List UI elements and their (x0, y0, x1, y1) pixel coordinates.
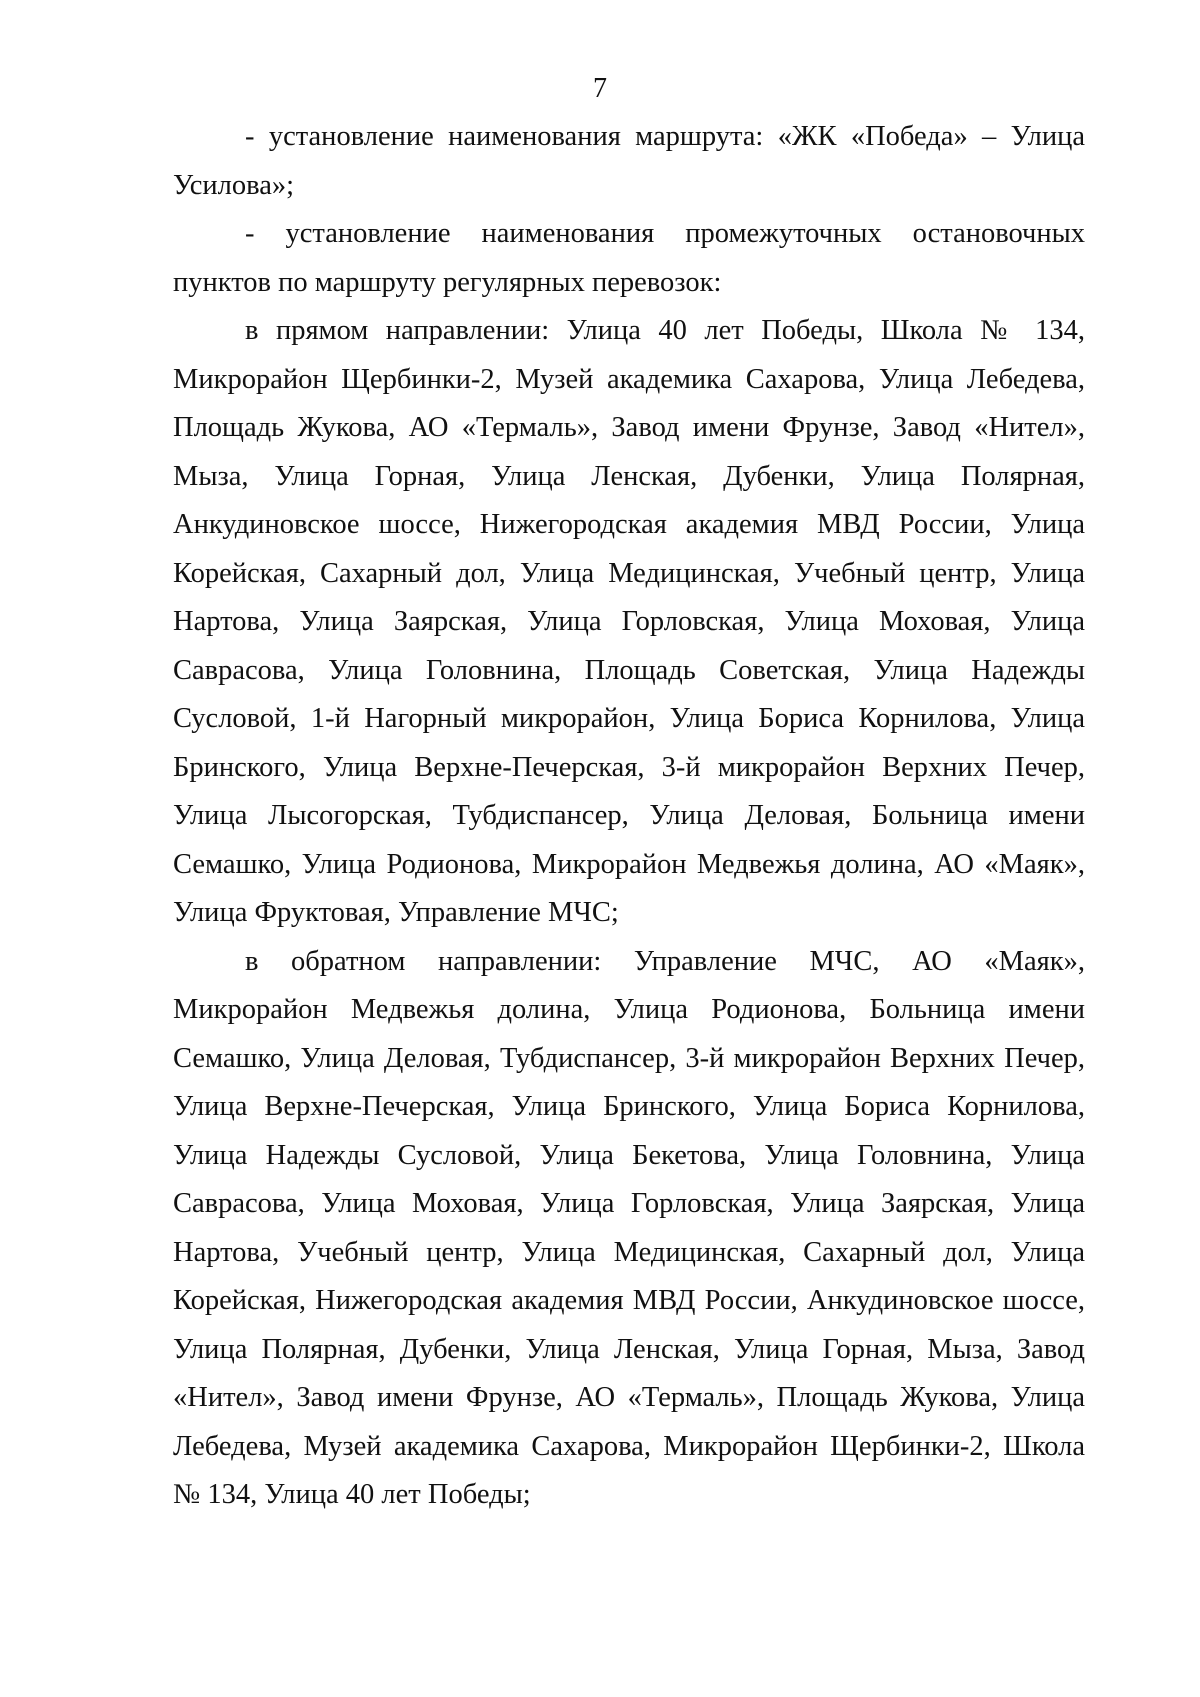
paragraph-stops-heading: - установление наименования промежуточных остановочных пунктов по маршруту регулярных перевозок: (173, 218, 1085, 298)
paragraph-forward-direction: в прямом направлении: Улица 40 лет Победы, Школа № 134, Микрорайон Щербинки-2, Музей академика Сахарова, Улица Лебедева, Площадь Жукова, АО «Термаль», Завод имени Фрунзе, Завод «Нител», Мыза, Улица Горная, Улица Ленская, Дубенки, Улица Полярная, Анкудиновское шоссе, Нижегородская академия МВД России, Улица Корейская, Сахарный дол, Улица Медицинская, Учебный центр, Улица Нартова, Улица Заярская, Улица Горловская, Улица Моховая, Улица Саврасова, Улица Головнина, Площадь Советская, Улица Надежды Сусловой, 1-й Нагорный микрорайон, Улица Бориса Корнилова, Улица Бринского, Улица Верхне-Печерская, 3-й микрорайон Верхних Печер, Улица Лысогорская, Тубдиспансер, Улица Деловая, Больница имени Семашко, Улица Родионова, Микрорайон Медвежья долина, АО «Маяк», Улица Фруктовая, Управление МЧС; (173, 315, 1085, 928)
body-text (173, 113, 1085, 1520)
page-number: 7 (593, 73, 607, 104)
paragraph-route-name: - установление наименования маршрута: «ЖК «Победа» – Улица Усилова»; (173, 121, 1085, 201)
paragraph-reverse-direction: в обратном направлении: Управление МЧС, АО «Маяк», Микрорайон Медвежья долина, Улица Родионова, Больница имени Семашко, Улица Деловая, Тубдиспансер, 3-й микрорайон Верхних Печер, Улица Верхне-Печерская, Улица Бринского, Улица Бориса Корнилова, Улица Надежды Сусловой, Улица Бекетова, Улица Головнина, Улица Саврасова, Улица Моховая, Улица Горловская, Улица Заярская, Улица Нартова, Учебный центр, Улица Медицинская, Сахарный дол, Улица Корейская, Нижегородская академия МВД России, Анкудиновское шоссе, Улица Полярная, Дубенки, Улица Ленская, Улица Горная, Мыза, Завод «Нител», Завод имени Фрунзе, АО «Термаль», Площадь Жукова, Улица Лебедева, Музей академика Сахарова, Микрорайон Щербинки-2, Школа № 134, Улица 40 лет Победы; (173, 945, 1085, 1510)
